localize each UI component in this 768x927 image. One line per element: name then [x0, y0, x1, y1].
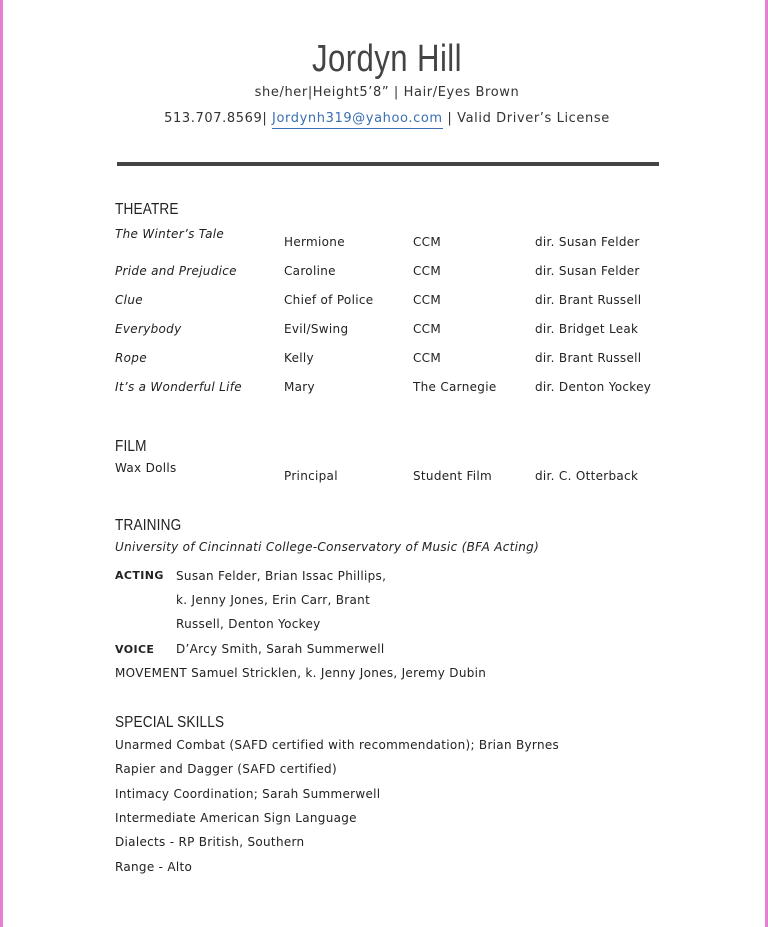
skill-item: Intimacy Coordination; Sarah Summerwell — [115, 787, 381, 801]
acting-label: ACTING — [115, 569, 164, 582]
theatre-title: Pride and Prejudice — [115, 264, 237, 278]
skill-item: Intermediate American Sign Language — [115, 811, 357, 825]
theatre-venue: CCM — [413, 235, 442, 249]
theatre-title: It’s a Wonderful Life — [115, 380, 242, 394]
theatre-director: dir. Brant Russell — [535, 351, 642, 365]
header-divider — [117, 162, 659, 166]
acting-teachers: Susan Felder, Brian Issac Phillips, — [176, 569, 387, 583]
theatre-director: dir. Bridget Leak — [535, 322, 639, 336]
training-heading: TRAINING — [115, 517, 182, 534]
voice-teachers: D’Arcy Smith, Sarah Summerwell — [176, 642, 385, 656]
theatre-title: Rope — [115, 351, 147, 365]
theatre-title: The Winter’s Tale — [115, 227, 225, 241]
theatre-venue: CCM — [413, 293, 442, 307]
film-role: Principal — [284, 469, 338, 483]
resume-name: Jordyn Hill — [312, 38, 462, 80]
theatre-venue: The Carnegie — [413, 380, 497, 394]
contact-line — [3, 111, 768, 126]
film-heading: FILM — [115, 438, 147, 455]
theatre-role: Hermione — [284, 235, 345, 249]
skill-item: Rapier and Dagger (SAFD certified) — [115, 762, 337, 776]
film-venue: Student Film — [413, 469, 493, 483]
theatre-role: Kelly — [284, 351, 314, 365]
acting-teachers: k. Jenny Jones, Erin Carr, Brant — [176, 593, 371, 607]
movement-teachers: MOVEMENT Samuel Stricklen, k. Jenny Jones, Jeremy Dubin — [115, 666, 487, 680]
theatre-director: dir. Denton Yockey — [535, 380, 652, 394]
film-director: dir. C. Otterback — [535, 469, 639, 483]
personal-details: she/her|Height5’8” | Hair/Eyes Brown — [254, 85, 520, 100]
theatre-role: Caroline — [284, 264, 336, 278]
theatre-director: dir. Brant Russell — [535, 293, 642, 307]
phone-number: 513.707.8569| — [164, 111, 268, 126]
theatre-title: Clue — [115, 293, 143, 307]
training-school: University of Cincinnati College-Conservatory of Music (BFA Acting) — [115, 540, 540, 554]
theatre-director: dir. Susan Felder — [535, 235, 640, 249]
film-title: Wax Dolls — [115, 461, 177, 475]
skill-item: Dialects - RP British, Southern — [115, 835, 305, 849]
voice-label: VOICE — [115, 643, 155, 656]
theatre-title: Everybody — [115, 322, 182, 336]
license-note: | Valid Driver’s License — [447, 111, 610, 126]
theatre-role: Chief of Police — [284, 293, 374, 307]
skills-heading: SPECIAL SKILLS — [115, 714, 225, 731]
theatre-role: Evil/Swing — [284, 322, 349, 336]
theatre-role: Mary — [284, 380, 315, 394]
theatre-venue: CCM — [413, 351, 442, 365]
acting-teachers: Russell, Denton Yockey — [176, 617, 321, 631]
theatre-venue: CCM — [413, 322, 442, 336]
theatre-heading: THEATRE — [115, 201, 179, 218]
skill-item: Unarmed Combat (SAFD certified with recommendation); Brian Byrnes — [115, 738, 560, 752]
theatre-venue: CCM — [413, 264, 442, 278]
skill-item: Range - Alto — [115, 860, 193, 874]
theatre-director: dir. Susan Felder — [535, 264, 640, 278]
email-link[interactable]: Jordynh319@yahoo.com — [272, 111, 443, 129]
